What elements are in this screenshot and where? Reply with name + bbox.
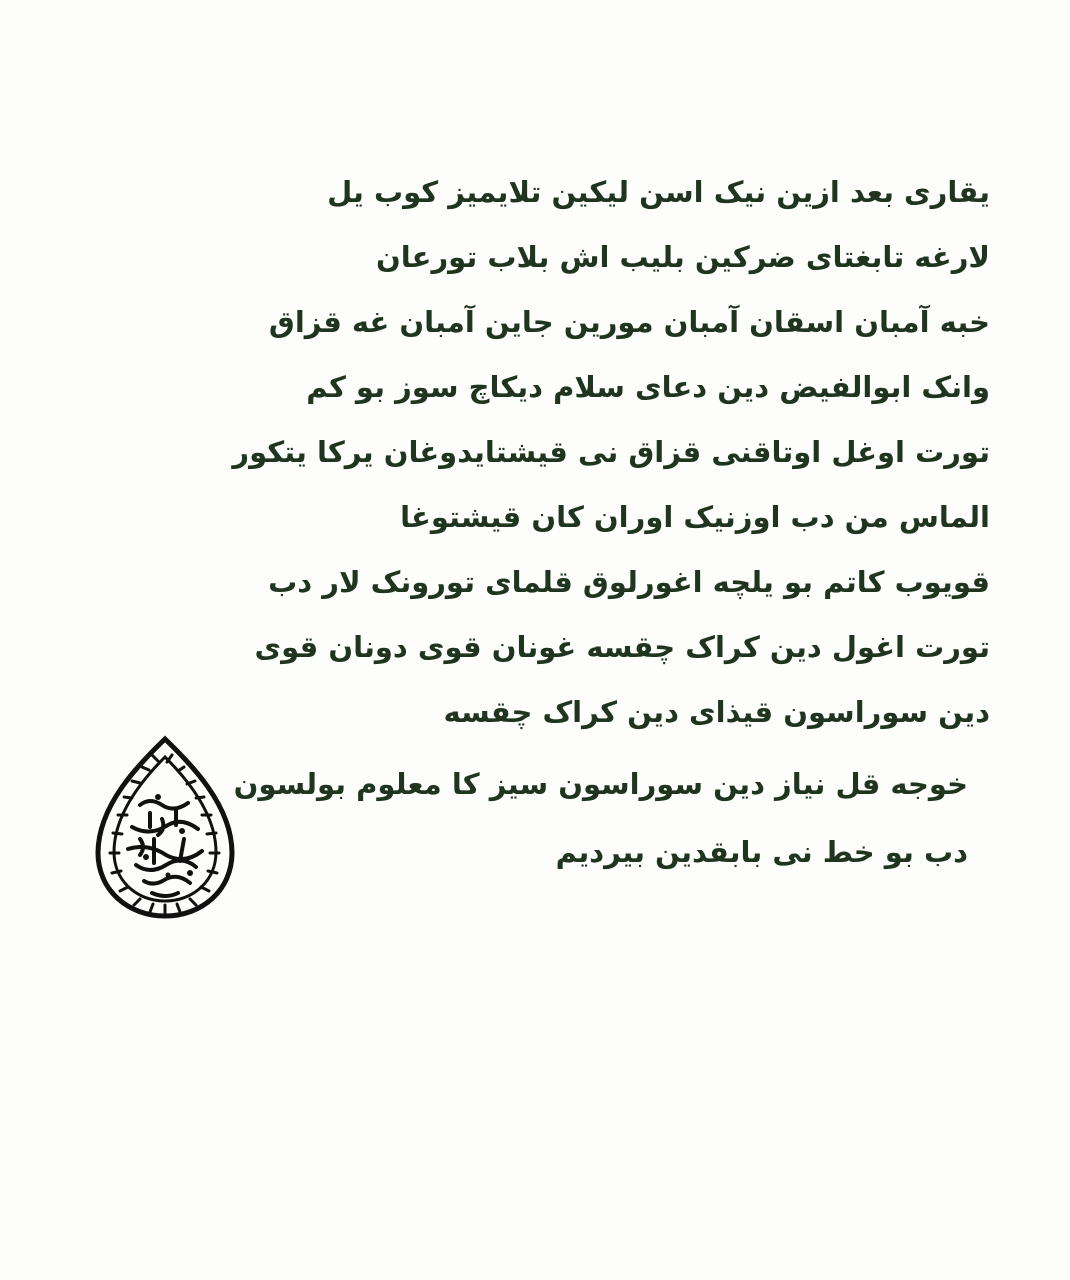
letter-closing — [233, 750, 968, 886]
letter-line-4: وانک ابوالفيض دين دعاى سلام ديکاچ سوز بو کم — [306, 370, 990, 404]
closing-line-2: دب بو خط نى بابقدين بيرديم — [555, 835, 968, 869]
letter-body — [232, 160, 990, 745]
letter-line-6: الماس من دب اوزنيک اوران کان قيشتوغا — [400, 500, 990, 534]
letter-line-7: قويوب کاتم بو يلچه اغورلوق قلماى تورونک لار دب — [268, 565, 990, 599]
letter-line-9: دين سوراسون قيذاى دين کراک چقسه — [443, 695, 990, 729]
letter-line-8: تورت اغول دين کراک چقسه غونان قوى دونان قوى — [254, 630, 990, 664]
letter-line-3: خبه آمبان اسقان آمبان مورين جاين آمبان غه قزاق — [268, 305, 990, 339]
seal-icon — [92, 735, 238, 920]
letter-line-1: يقارى بعد ازين نيک اسن ليکين تلايميز کوب يل — [327, 175, 990, 209]
closing-line-1: خوجه قل نياز دين سوراسون سيز کا معلوم بولسون — [233, 767, 968, 801]
letter-line-2: لارغه تابغتاى ضرکين بليب اش بلاب تورعان — [376, 240, 990, 274]
letter-line-5: تورت اوغل اوتاقنى قزاق نى قيشتايدوغان يرکا يتکور — [232, 435, 990, 469]
